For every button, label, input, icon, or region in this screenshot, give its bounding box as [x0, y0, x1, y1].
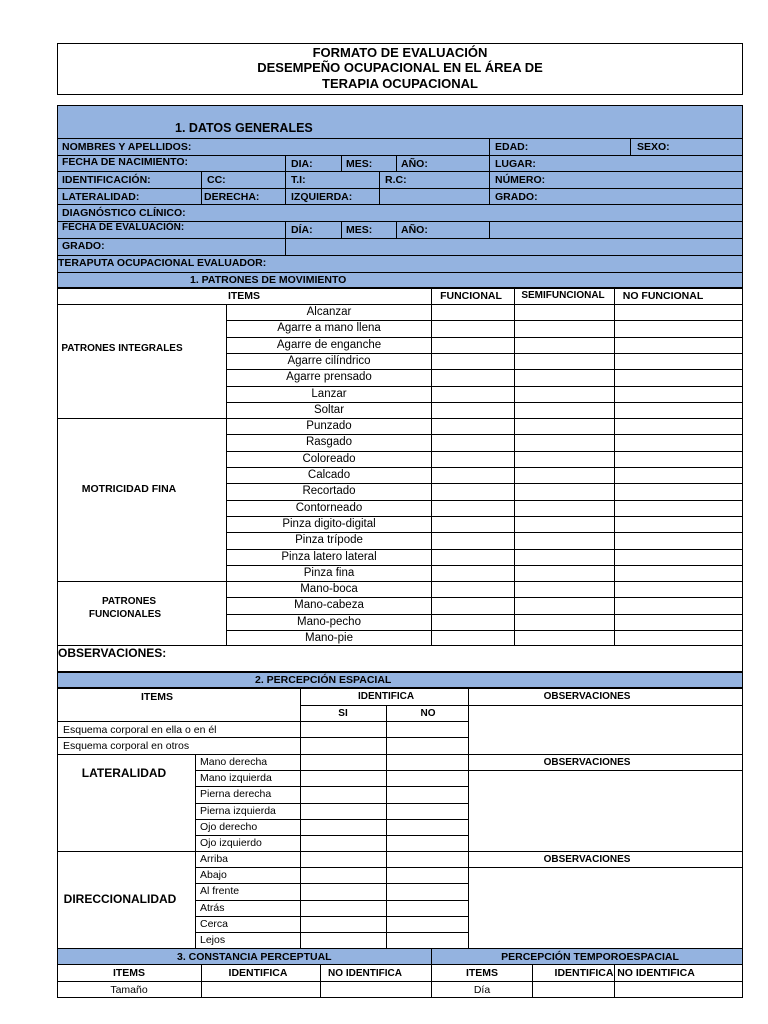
patron-item: Pinza trípode	[295, 534, 363, 547]
constancia-line	[57, 981, 743, 982]
datos-divider	[201, 171, 202, 204]
item-row-line	[226, 630, 743, 631]
patron-item: Mano-cabeza	[294, 599, 364, 612]
temporo-col-identifica: IDENTIFICA	[554, 967, 614, 979]
percepcion-row-line	[195, 867, 468, 868]
datos-line	[57, 188, 743, 189]
label-mes: MES:	[346, 158, 373, 170]
patrones-title-bar	[57, 272, 743, 288]
patron-item: Pinza digito-digital	[282, 517, 376, 530]
patron-item: Punzado	[306, 420, 352, 433]
group-lateralidad: LATERALIDAD	[81, 766, 167, 780]
label-identificacion: IDENTIFICACIÓN:	[62, 174, 151, 186]
patron-item: Agarre de enganche	[276, 338, 382, 351]
percepcion-item: Pierna derecha	[200, 788, 272, 801]
patrones-col-items: ITEMS	[227, 290, 261, 302]
percepcion-row-line	[195, 916, 468, 917]
patron-item: Agarre cilíndrico	[287, 354, 371, 367]
patrones-col-semifuncional: SEMIFUNCIONAL	[521, 290, 605, 301]
percepcion-item: Ojo izquierdo	[200, 837, 262, 849]
constancia-divider	[201, 965, 202, 998]
percepcion-row-line	[195, 900, 468, 901]
constancia-divider	[532, 965, 533, 998]
percepcion-row-line	[195, 932, 468, 933]
percepcion-item: Lejos	[200, 934, 226, 946]
temporo-row-dia: Día	[473, 984, 491, 996]
temporo-col-no-identifica: NO IDENTIFICA	[617, 967, 695, 979]
percepcion-col-no: NO	[420, 708, 436, 719]
label-diagnostico: DIAGNÓSTICO CLÍNICO:	[62, 207, 186, 219]
label-ano-eval: AÑO:	[401, 224, 428, 236]
label-sexo: SEXO:	[637, 141, 670, 153]
patron-item: Agarre prensado	[286, 371, 372, 384]
percepcion-item: Arriba	[200, 853, 229, 865]
percepcion-item: Mano izquierda	[200, 772, 272, 785]
group-patrones-integrales: PATRONES INTEGRALES	[61, 343, 183, 354]
datos-line	[57, 204, 743, 205]
patron-item: Mano-pie	[305, 632, 353, 644]
percepcion-line	[57, 754, 743, 755]
item-row-line	[226, 386, 743, 387]
group-motricidad-fina: MOTRICIDAD FINA	[81, 483, 177, 495]
item-row-line	[226, 434, 743, 435]
label-dia: DIA:	[291, 158, 313, 170]
datos-divider	[341, 221, 342, 238]
header-line-1: FORMATO DE EVALUACIÓN	[312, 45, 488, 60]
header-line-2: DESEMPEÑO OCUPACIONAL EN EL ÁREA DE	[257, 60, 543, 75]
label-fecha-evaluacion: FECHA DE EVALUACIÓN:	[62, 222, 185, 233]
label-grado-2: GRADO:	[62, 240, 105, 252]
percepcion-col-items: ITEMS	[140, 691, 174, 703]
patrones-col-no-funcional: NO FUNCIONAL	[622, 290, 704, 302]
percepcion-line	[300, 705, 468, 706]
datos-line	[57, 171, 743, 172]
group-patrones-funcionales-1: PATRONES	[101, 596, 157, 607]
label-grado: GRADO:	[495, 191, 538, 203]
patron-item: Mano-pecho	[297, 615, 361, 628]
temporo-col-items: ITEMS	[465, 967, 499, 979]
patron-item: Soltar	[313, 403, 345, 416]
percepcion-item: Cerca	[200, 917, 229, 930]
datos-divider	[379, 171, 380, 204]
label-evaluador: TERAPUTA OCUPACIONAL EVALUADOR:	[58, 257, 267, 269]
constancia-row-tamano: Tamaño	[110, 984, 148, 996]
label-edad: EDAD:	[495, 141, 529, 153]
datos-divider	[396, 221, 397, 238]
lateralidad-observaciones: OBSERVACIONES	[543, 757, 631, 768]
percepcion-item: Abajo	[200, 869, 227, 882]
patron-item: Pinza latero lateral	[281, 550, 377, 563]
percepcion-line	[468, 770, 743, 771]
percepcion-line	[468, 705, 743, 706]
percepcion-item: Mano derecha	[200, 756, 268, 768]
percepcion-title-bar	[57, 672, 743, 688]
percepcion-line	[468, 867, 743, 868]
label-ano: AÑO:	[401, 158, 428, 170]
patron-item: Alcanzar	[306, 306, 352, 318]
datos-line	[57, 138, 743, 139]
constancia-divider	[614, 965, 615, 998]
label-rc: R.C:	[385, 174, 407, 186]
datos-divider	[285, 221, 286, 255]
datos-title-cell	[57, 105, 743, 138]
group-separator	[57, 581, 743, 582]
esquema-corporal-2: Esquema corporal en otros	[63, 740, 190, 752]
label-ti: T.I:	[291, 174, 306, 186]
header-line-3: TERAPIA OCUPACIONAL	[322, 76, 478, 91]
constancia-title: 3. CONSTANCIA PERCEPTUAL	[177, 951, 332, 963]
group-patrones-funcionales-2: FUNCIONALES	[88, 609, 162, 620]
constancia-col-items: ITEMS	[112, 967, 146, 979]
percepcion-col-si: SI	[338, 708, 348, 719]
percepcion-col-identifica: IDENTIFICA	[357, 691, 415, 702]
percepcion-item: Al frente	[200, 885, 240, 898]
patron-item: Recortado	[302, 485, 356, 498]
label-cc: CC:	[207, 174, 226, 186]
label-lateralidad: LATERALIDAD:	[62, 191, 140, 203]
percepcion-line	[57, 737, 468, 738]
patron-item: Mano-boca	[300, 583, 358, 596]
label-nombres: NOMBRES Y APELLIDOS:	[62, 141, 192, 153]
temporoespacial-title: PERCEPCIÓN TEMPOROESPACIAL	[501, 951, 679, 963]
percepcion-divider	[386, 705, 387, 949]
patron-item: Contorneado	[295, 501, 363, 514]
percepcion-line	[57, 851, 743, 852]
percepcion-col-observaciones: OBSERVACIONES	[543, 691, 631, 702]
label-mes-eval: MES:	[346, 224, 373, 236]
constancia-divider	[320, 965, 321, 998]
datos-divider	[630, 138, 631, 155]
direccionalidad-observaciones: OBSERVACIONES	[543, 854, 631, 865]
constancia-col-identifica: IDENTIFICA	[228, 967, 288, 979]
patrones-header-line	[57, 304, 743, 305]
patrones-title: 1. PATRONES DE MOVIMIENTO	[190, 274, 347, 286]
percepcion-item: Atrás	[200, 901, 225, 914]
constancia-col-no-identifica: NO IDENTIFICA	[328, 968, 402, 979]
datos-divider	[285, 155, 286, 204]
datos-title: 1. DATOS GENERALES	[175, 121, 313, 135]
datos-line	[57, 238, 743, 239]
patron-item: Rasgado	[305, 436, 353, 449]
percepcion-title: 2. PERCEPCIÓN ESPACIAL	[255, 674, 392, 686]
percepcion-item: Pierna izquierda	[200, 804, 276, 817]
esquema-corporal-1: Esquema corporal en ella o en él	[63, 724, 217, 736]
header-box	[57, 43, 743, 95]
group-direccionalidad: DIRECCIONALIDAD	[63, 892, 177, 906]
patron-item: Coloreado	[302, 452, 356, 465]
datos-divider	[396, 155, 397, 171]
label-lugar: LUGAR:	[495, 158, 536, 170]
patron-item: Lanzar	[311, 387, 347, 400]
patrones-divider	[226, 304, 227, 646]
patron-item: Agarre a mano llena	[277, 322, 381, 335]
item-row-line	[226, 467, 743, 468]
datos-divider	[341, 155, 342, 171]
patron-item: Calcado	[307, 469, 351, 481]
group-separator	[57, 418, 743, 419]
datos-divider	[489, 221, 490, 238]
patrones-observaciones: OBSERVACIONES:	[58, 646, 167, 660]
label-izquierda: IZQUIERDA:	[291, 191, 353, 203]
percepcion-line	[57, 721, 468, 722]
patrones-col-funcional: FUNCIONAL	[440, 290, 502, 302]
label-fecha-nacimiento: FECHA DE NACIMIENTO:	[62, 156, 188, 168]
label-numero: NÚMERO:	[495, 174, 546, 186]
datos-divider	[489, 138, 490, 204]
percepcion-divider	[468, 688, 469, 949]
label-dia-eval: DÍA:	[291, 224, 313, 236]
item-row-line	[226, 402, 743, 403]
patron-item: Pinza fina	[303, 566, 355, 579]
percepcion-item: Ojo derecho	[200, 820, 258, 833]
label-derecha: DERECHA:	[204, 191, 260, 203]
